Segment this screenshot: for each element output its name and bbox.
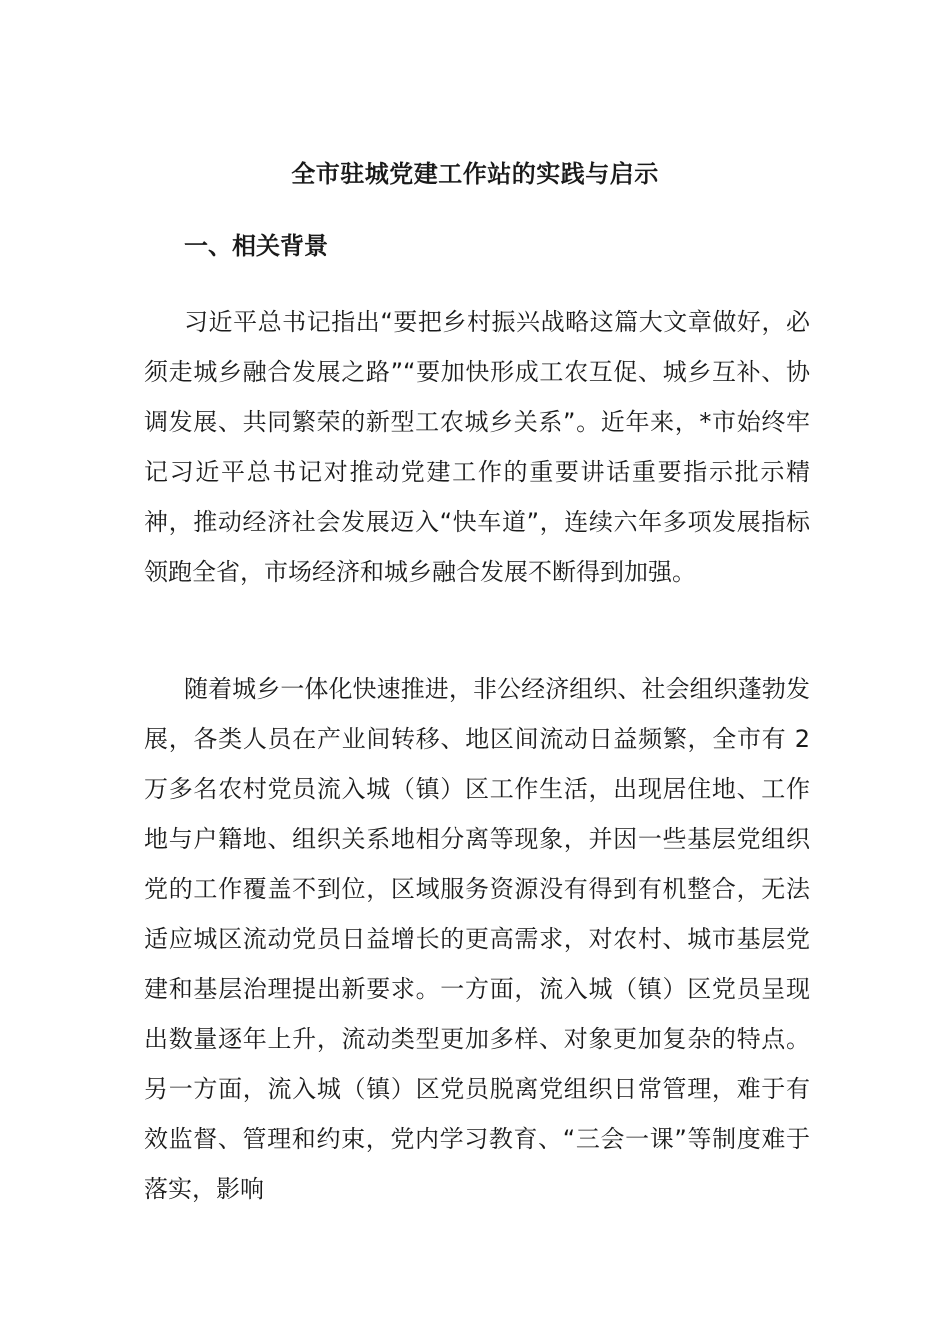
body-paragraph-2: 随着城乡一体化快速推进，非公经济组织、社会组织蓬勃发展，各类人员在产业间转移、地区间流动日益频繁，全市有 2 万多名农村党员流入城（镇）区工作生活，出现居住地、工作地与户籍地、组织关系地相分离等现象，并因一些基层党组织党的工作覆盖不到位，区域服务资源没有得到有机整合，无法适应城区流动党员日益增长的更高需求，对农村、城市基层党建和基层治理提出新要求。一方面，流入城（镇）区党员呈现出数量逐年上升，流动类型更加多样、对象更加复杂的特点。另一方面，流入城（镇）区党员脱离党组织日常管理，难于有效监督、管理和约束，党内学习教育、“三会一课”等制度难于落实，影响	[144, 675, 810, 1203]
body-paragraph-1: 习近平总书记指出“要把乡村振兴战略这篇大文章做好，必须走城乡融合发展之路”“要加快形成工农互促、城乡互补、协调发展、共同繁荣的新型工农城乡关系”。近年来，*市始终牢记习近平总书记对推动党建工作的重要讲话重要指示批示精神，推动经济社会发展迈入“快车道”，连续六年多项发展指标领跑全省，市场经济和城乡融合发展不断得到加强。	[144, 308, 810, 586]
document-title: 全市驻城党建工作站的实践与启示	[291, 160, 659, 188]
section-heading: 一、相关背景	[184, 232, 328, 260]
